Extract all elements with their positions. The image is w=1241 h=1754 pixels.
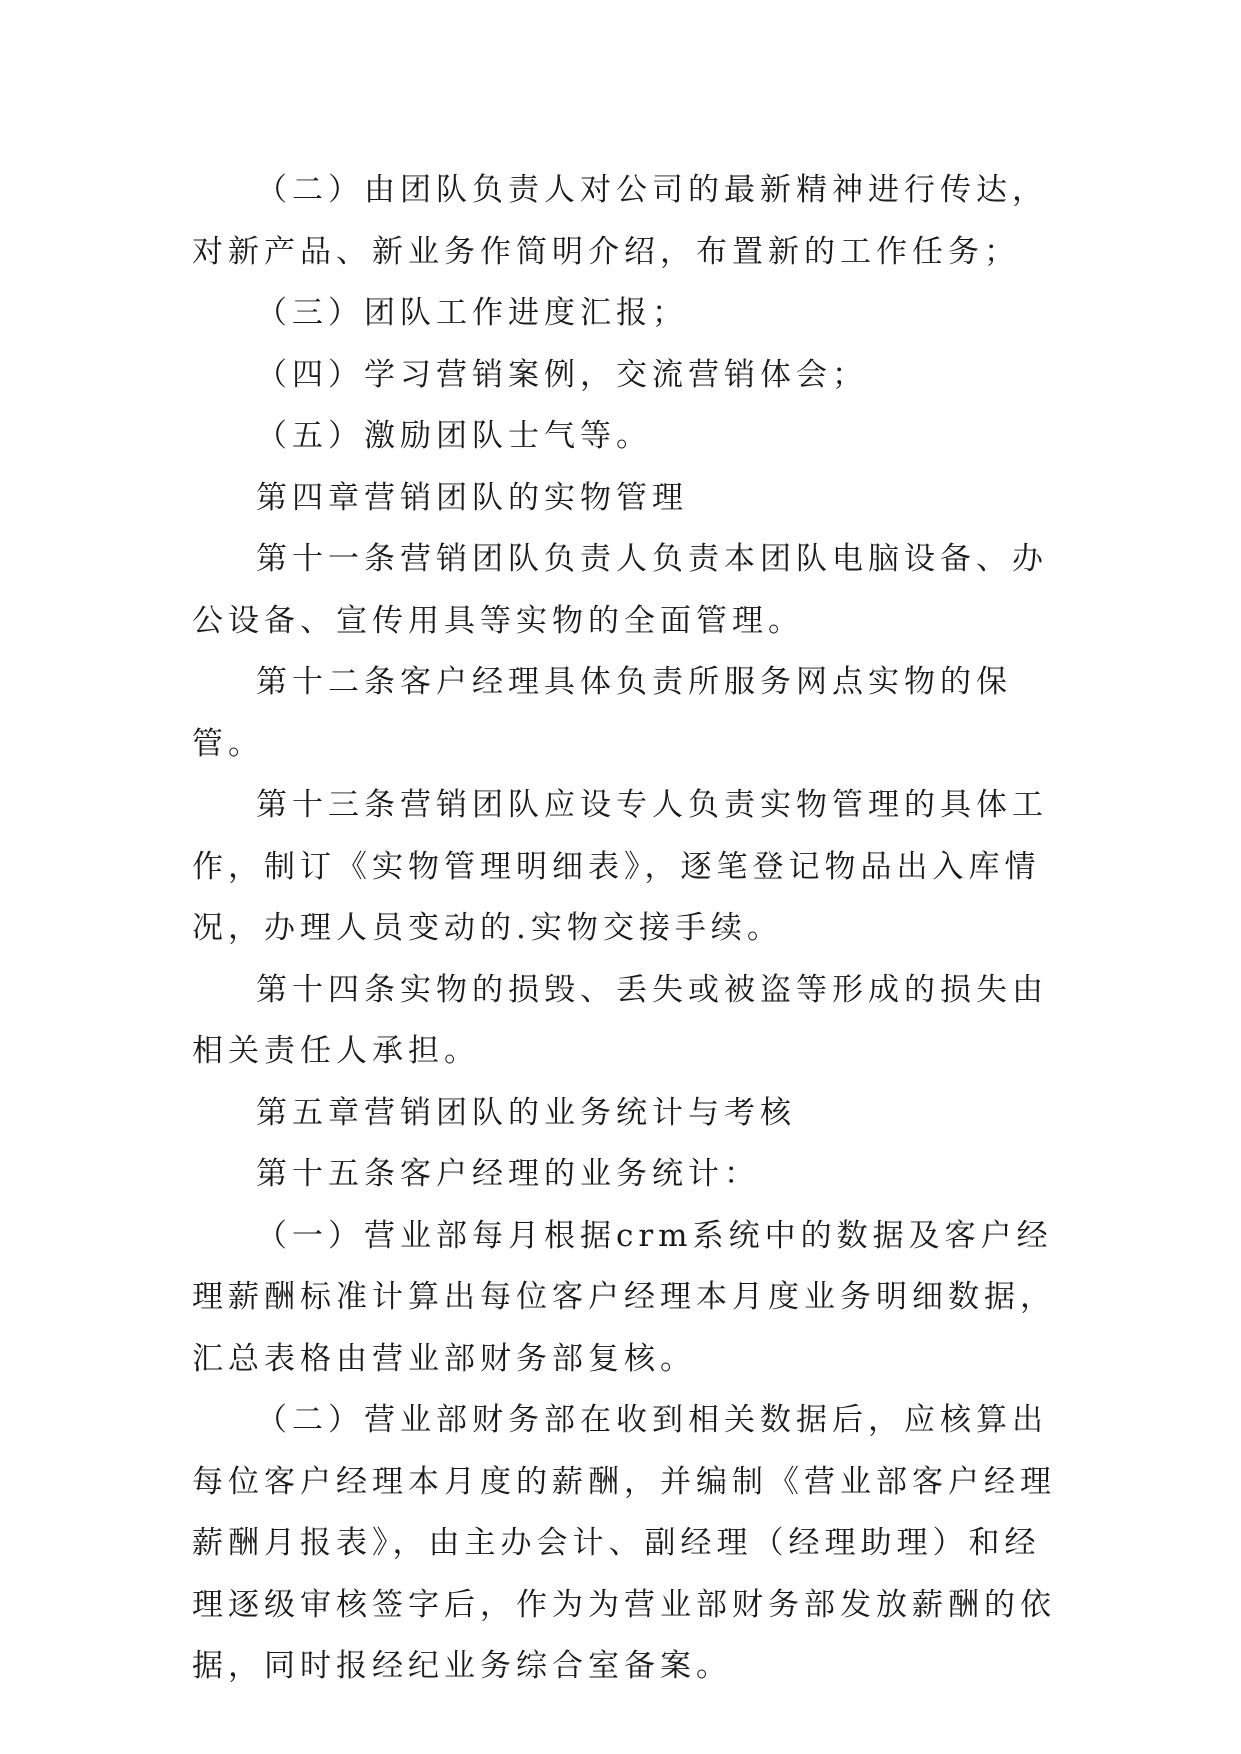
article-12: 第十二条客户经理具体负责所服务网点实物的保管。 (192, 664, 1012, 762)
paragraph-item-4-cases: （四）学习营销案例，交流营销体会； (256, 356, 868, 393)
article-15-item-1: （一）营业部每月根据crm系统中的数据及客户经理薪酬标准计算出每位客户经理本月度业务明细数据，汇总表格由营业部财务部复核。 (192, 1217, 1056, 1377)
paragraph-item-3-progress: （三）团队工作进度汇报； (256, 295, 688, 331)
article-15-item-2: （二）营业部财务部在收到相关数据后，应核算出每位客户经理本月度的薪酬，并编制《营业部客户经理薪酬月报表》，由主办会计、副经理（经理助理）和经理逐级审核签字后，作为为营业部财务部发放薪酬的依据，同时报经纪业务综合室备案。 (192, 1402, 1056, 1684)
article-13: 第十三条营销团队应设专人负责实物管理的具体工作，制订《实物管理明细表》，逐笔登记物品出入库情况，办理人员变动的.实物交接手续。 (192, 787, 1048, 946)
article-14: 第十四条实物的损毁、丢失或被盗等形成的损失由相关责任人承担。 (192, 971, 1048, 1069)
paragraph-item-2-notice: （二）由团队负责人对公司的最新精神进行传达，对新产品、新业务作简明介绍，布置新的工作任务； (192, 172, 1048, 270)
document-body (192, 160, 1072, 1698)
chapter-heading-5: 第五章营销团队的业务统计与考核 (256, 1094, 796, 1131)
article-15: 第十五条客户经理的业务统计： (256, 1156, 760, 1192)
paragraph-item-5-morale: （五）激励团队士气等。 (256, 418, 652, 454)
chapter-heading-4: 第四章营销团队的实物管理 (256, 479, 688, 516)
article-11: 第十一条营销团队负责人负责本团队电脑设备、办公设备、宣传用具等实物的全面管理。 (192, 541, 1048, 639)
